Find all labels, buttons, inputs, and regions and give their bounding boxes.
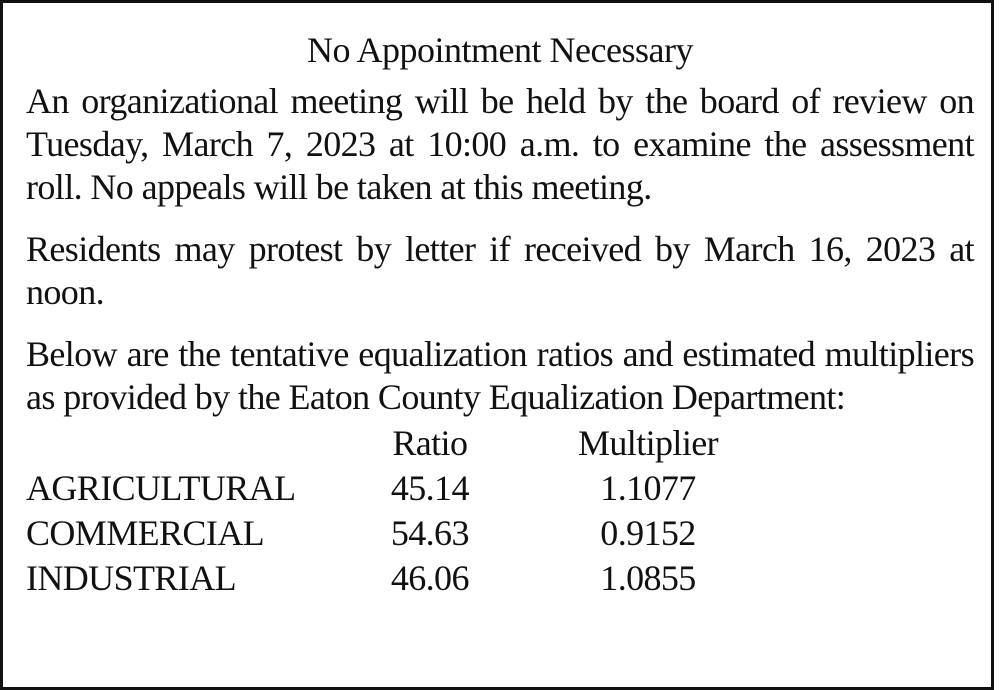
property-class: INDUSTRIAL <box>26 558 236 598</box>
paragraph-protest: Residents may protest by letter if received by March 16, 2023 at noon. <box>26 229 974 312</box>
table-row <box>26 556 974 601</box>
notice-heading: No Appointment Necessary <box>307 30 693 70</box>
column-header-ratio: Ratio <box>392 423 468 463</box>
multiplier-value: 0.9152 <box>600 513 696 553</box>
multiplier-value: 1.0855 <box>600 558 696 598</box>
property-class: AGRICULTURAL <box>26 468 296 508</box>
property-class: COMMERCIAL <box>26 513 265 553</box>
equalization-table <box>26 421 974 601</box>
ratio-value: 46.06 <box>390 558 469 598</box>
table-header-row <box>26 421 974 466</box>
paragraph-meeting: An organizational meeting will be held by the board of review on Tuesday, March 7, 2023 at 10:00 a.m. to examine the assessment roll. No appeals will be taken at this meeting. <box>26 81 974 207</box>
table-row <box>26 511 974 556</box>
table-row <box>26 466 974 511</box>
column-header-multiplier: Multiplier <box>578 423 718 463</box>
multiplier-value: 1.1077 <box>600 468 696 508</box>
ratio-value: 54.63 <box>390 513 469 553</box>
ratio-value: 45.14 <box>390 468 469 508</box>
paragraph-ratios-intro: Below are the tentative equalization ratios and estimated multipliers as provided by the Eaton County Equalization Department: <box>26 334 974 417</box>
public-notice <box>26 27 974 601</box>
